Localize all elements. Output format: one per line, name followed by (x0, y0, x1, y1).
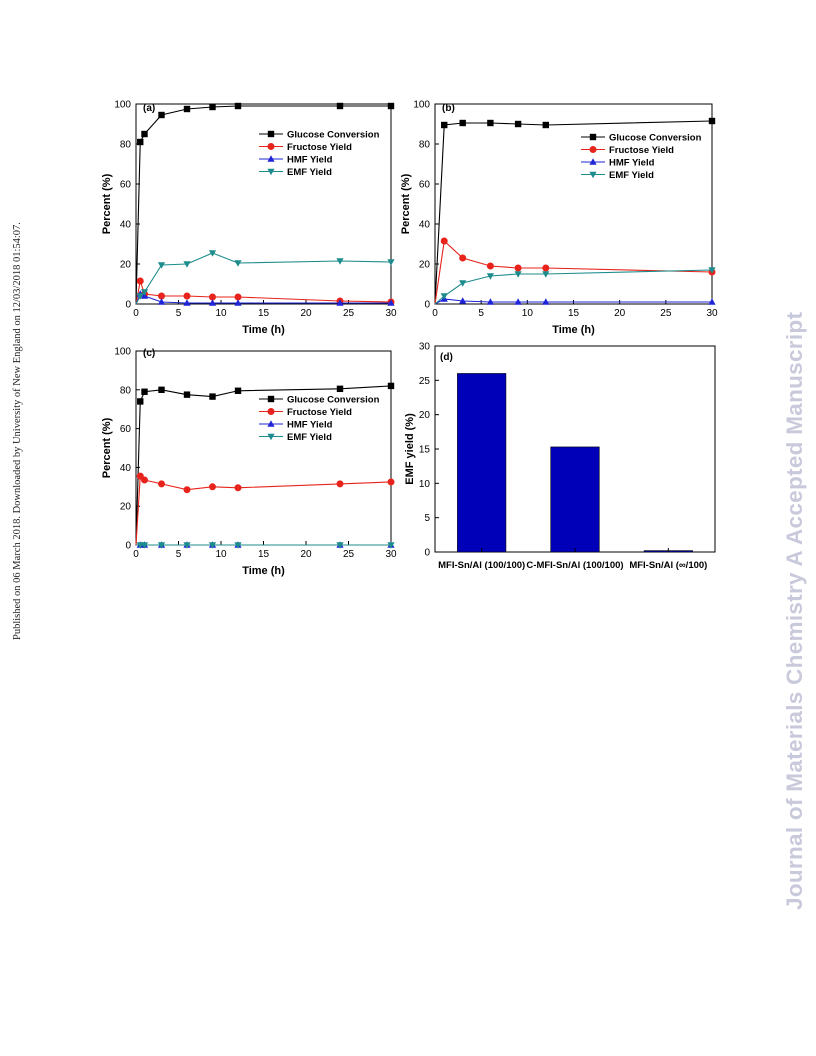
y-tick-label: 5 (424, 513, 430, 525)
chart-panel-c (95, 338, 405, 593)
data-point (388, 103, 394, 109)
data-point (487, 120, 493, 126)
x-tick-label: 15 (257, 308, 270, 319)
x-tick-label: 30 (706, 308, 718, 319)
data-point (141, 389, 147, 395)
y-tick-label: 40 (119, 219, 131, 231)
legend-marker (268, 131, 274, 137)
data-point (158, 262, 165, 269)
data-point (337, 480, 344, 487)
data-point (137, 278, 144, 285)
x-tick-label: MFI-Sn/Al (100/100) (438, 560, 526, 571)
chart-panel-b (395, 90, 725, 345)
chart-panel-d (395, 338, 725, 593)
panel-label: (b) (442, 103, 455, 114)
data-point (235, 388, 241, 394)
x-axis-title: Time (h) (242, 324, 285, 336)
y-tick-label: 0 (125, 540, 131, 552)
data-point (184, 106, 190, 112)
series-line (136, 476, 391, 545)
y-tick-label: 20 (418, 410, 430, 422)
data-point (460, 120, 466, 126)
y-axis-title: Percent (%) (101, 173, 113, 235)
legend-label: Fructose Yield (287, 142, 352, 153)
chart-panel-a (95, 90, 405, 345)
legend-label: HMF Yield (287, 419, 333, 431)
x-tick-label: 30 (385, 308, 397, 319)
data-point (184, 486, 191, 493)
legend-label: Glucose Conversion (287, 129, 380, 141)
series-glucose-conversion (136, 383, 394, 545)
y-tick-label: 100 (413, 99, 430, 111)
series-line (136, 386, 391, 545)
data-point (337, 386, 343, 392)
x-tick-label: 25 (342, 549, 355, 560)
data-point (487, 263, 494, 270)
y-tick-label: 40 (119, 462, 131, 474)
y-tick-label: 0 (424, 547, 430, 559)
data-point (141, 477, 148, 484)
legend-label: HMF Yield (609, 157, 655, 169)
data-point (137, 398, 143, 404)
y-tick-label: 0 (424, 299, 430, 311)
data-point (158, 480, 165, 487)
data-point (542, 265, 549, 272)
data-point (141, 131, 147, 137)
panel-label: (a) (143, 103, 156, 114)
legend-marker (268, 396, 274, 402)
series-hmf-yield (435, 295, 716, 305)
y-axis-title: Percent (%) (400, 173, 412, 235)
legend (259, 395, 380, 444)
y-axis-title: EMF yield (%) (404, 413, 416, 485)
data-point (337, 103, 343, 109)
publication-note-text: Published on 06 March 2018. Downloaded by University of New England on 12/03/2018 01:54:07. (12, 222, 23, 640)
x-tick-label: 25 (660, 308, 672, 319)
y-tick-label: 80 (119, 139, 131, 151)
series-fructose-yield (136, 278, 395, 306)
y-tick-label: 60 (418, 179, 430, 191)
y-tick-label: 80 (119, 385, 131, 397)
data-point (158, 387, 164, 393)
x-tick-label: 20 (614, 308, 626, 319)
x-tick-label: 10 (215, 308, 227, 319)
data-point (515, 121, 521, 127)
y-tick-label: 0 (125, 299, 131, 311)
x-tick-label: 5 (478, 308, 484, 319)
legend-label: EMF Yield (287, 432, 332, 443)
data-point (209, 104, 215, 110)
plot-frame (136, 351, 391, 545)
x-tick-label: 20 (300, 308, 312, 319)
legend-marker (590, 134, 596, 140)
legend (259, 130, 380, 179)
legend-label: HMF Yield (287, 154, 333, 166)
data-point (209, 483, 216, 490)
y-tick-label: 20 (418, 259, 430, 271)
x-tick-label: 25 (342, 308, 355, 319)
legend-label: Fructose Yield (287, 407, 352, 418)
x-tick-label: 5 (175, 549, 182, 560)
data-point (184, 293, 191, 300)
y-tick-label: 20 (119, 259, 131, 271)
x-tick-label: 0 (133, 549, 139, 560)
panel-label: (d) (440, 352, 453, 363)
series-emf-yield (136, 542, 395, 549)
data-point (543, 122, 549, 128)
y-tick-label: 60 (119, 179, 131, 191)
data-point (459, 280, 466, 287)
bar (457, 373, 506, 552)
data-point (709, 118, 715, 124)
data-point (158, 112, 164, 118)
x-axis-title: Time (h) (552, 324, 595, 336)
data-point (235, 484, 242, 491)
series-emf-yield (435, 267, 716, 304)
legend-marker (268, 143, 275, 150)
x-tick-label: 15 (257, 549, 270, 560)
data-point (388, 383, 394, 389)
data-point (441, 238, 448, 245)
y-tick-label: 100 (114, 99, 131, 111)
data-point (209, 393, 215, 399)
legend-label: Fructose Yield (609, 145, 674, 156)
y-axis-title: Percent (%) (101, 417, 113, 479)
y-tick-label: 10 (418, 478, 430, 490)
x-tick-label: 0 (133, 308, 139, 319)
y-tick-label: 30 (418, 341, 430, 353)
bar (551, 447, 600, 552)
legend-marker (268, 408, 275, 415)
legend-marker (590, 146, 597, 153)
data-point (515, 265, 522, 272)
panel-label: (c) (143, 348, 156, 359)
data-point (459, 255, 466, 262)
y-tick-label: 60 (119, 424, 131, 436)
legend-label: Glucose Conversion (609, 132, 702, 144)
x-tick-label: MFI-Sn/Al (∞/100) (629, 560, 708, 571)
y-tick-label: 100 (114, 346, 131, 358)
y-tick-label: 15 (418, 444, 430, 456)
series-line (435, 270, 712, 304)
series-line (435, 241, 712, 304)
y-tick-label: 25 (418, 375, 430, 387)
y-tick-label: 40 (418, 219, 430, 231)
data-point (184, 391, 190, 397)
data-point (137, 139, 143, 145)
x-tick-label: 5 (175, 308, 182, 319)
x-tick-label: C-MFI-Sn/Al (100/100) (526, 560, 624, 571)
x-axis-title: Time (h) (242, 565, 285, 577)
data-point (235, 103, 241, 109)
legend (581, 133, 702, 182)
data-point (388, 478, 395, 485)
y-tick-label: 20 (119, 501, 131, 513)
x-tick-label: 20 (300, 549, 312, 560)
legend-label: EMF Yield (609, 170, 654, 181)
x-tick-label: 30 (385, 549, 397, 560)
x-tick-label: 10 (215, 549, 227, 560)
journal-watermark-text: Journal of Materials Chemistry A Accepted Manuscript (782, 311, 807, 910)
x-tick-label: 15 (567, 308, 580, 319)
x-tick-label: 10 (521, 308, 533, 319)
y-tick-label: 80 (418, 139, 430, 151)
series-fructose-yield (136, 473, 395, 545)
legend-label: EMF Yield (287, 167, 332, 178)
legend-label: Glucose Conversion (287, 394, 380, 406)
data-point (441, 122, 447, 128)
x-tick-label: 0 (432, 308, 438, 319)
